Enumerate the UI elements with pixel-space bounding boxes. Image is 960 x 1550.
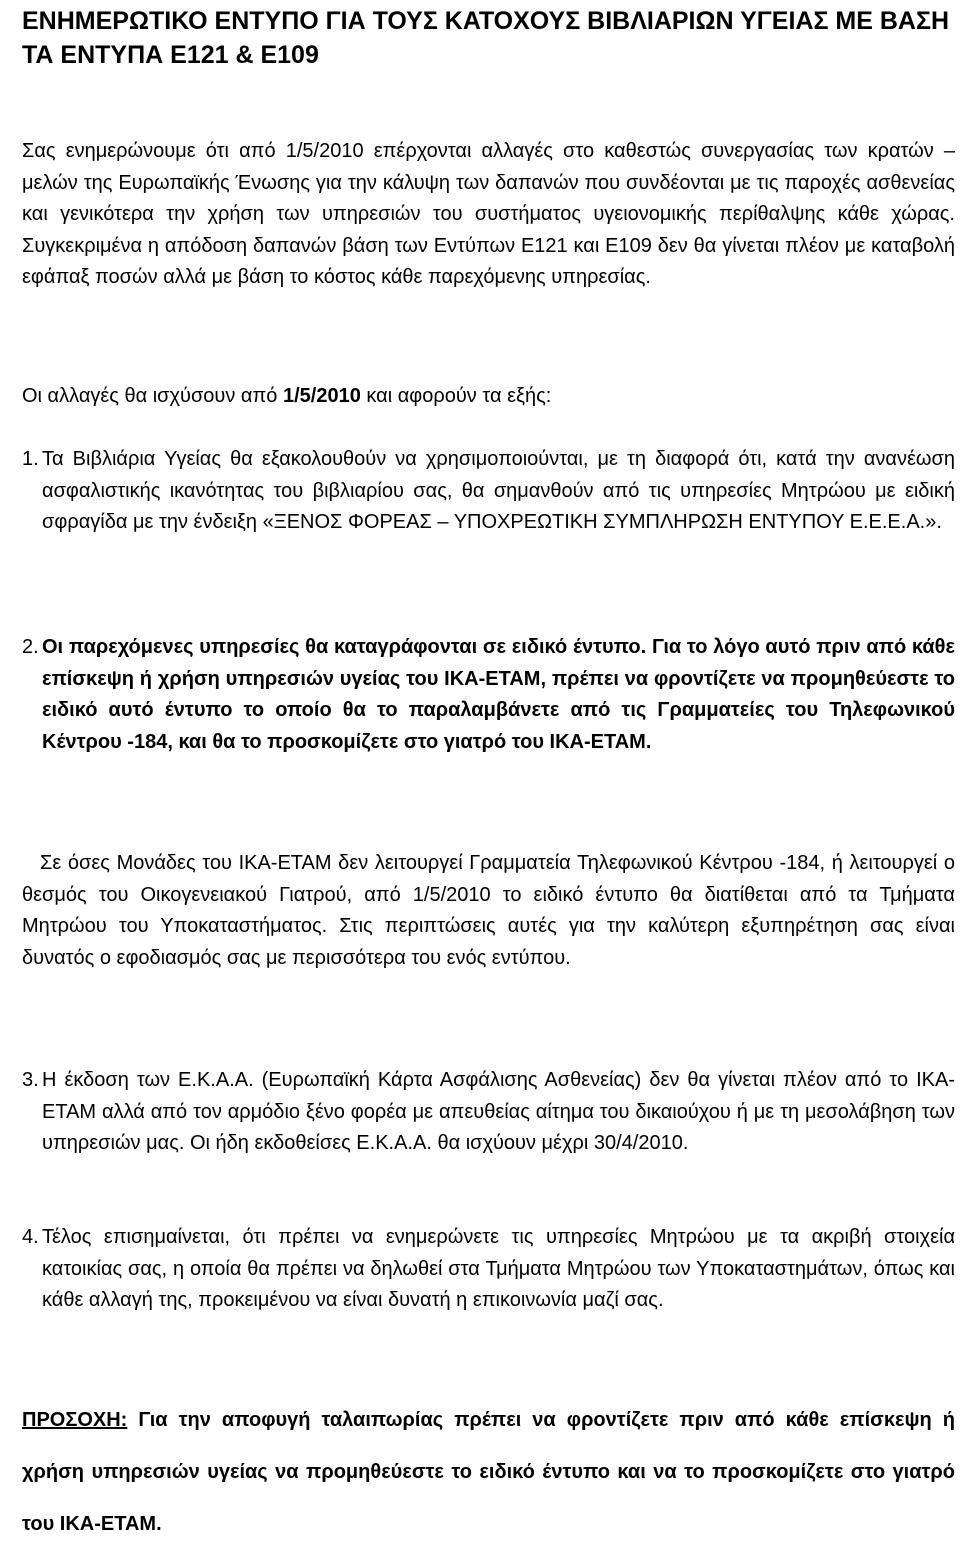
changes-line-after: και αφορούν τα εξής:	[360, 385, 552, 407]
changes-line-before: Οι αλλαγές θα ισχύσουν από	[22, 385, 283, 407]
document-title: ΕΝΗΜΕΡΩΤΙΚΟ ΕΝΤΥΠΟ ΓΙΑ ΤΟΥΣ ΚΑΤΟΧΟΥΣ ΒΙΒΛΙΑΡΙΩΝ ΥΓΕΙΑΣ ΜΕ ΒΑΣΗ ΤΑ ΕΝΤΥΠΑ Ε121 & Ε109	[22, 7, 950, 69]
item-2-note: Σε όσες Μονάδες του ΙΚΑ-ΕΤΑΜ δεν λειτουργεί Γραμματεία Τηλεφωνικού Κέντρου -184, ή λειτουργεί ο θεσμός του Οικογενειακού Γιατρού, από 1/5/2010 το ειδικό έντυπο θα διατίθεται από τα Τμήματα Μητρώου του Υποκαταστήματος. Στις περιπτώσεις αυτές για την καλύτερη εξυπηρέτηση σας είναι δυνατός ο εφοδιασμός σας με περισσότερα του ενός εντύπου.	[22, 852, 955, 969]
item-3-number: 3.	[22, 1069, 39, 1091]
item-1-text: Τα Βιβλιάρια Υγείας θα εξακολουθούν να χρησιμοποιούνται, με τη διαφορά ότι, κατά την ανανέωση ασφαλιστικής ικανότητας του βιβλιαρίου σας, θα σημανθούν από τις υπηρεσίες Μητρώου με ειδική σφραγίδα με την ένδειξη «ΞΕΝΟΣ ΦΟΡΕΑΣ – ΥΠΟΧΡΕΩΤΙΚΗ ΣΥΜΠΛΗΡΩΣΗ ΕΝΤΥΠΟΥ Ε.Ε.Ε.Α.».	[42, 448, 955, 533]
item-4-number: 4.	[22, 1226, 39, 1248]
warning-paragraph	[22, 1394, 955, 1550]
item-2-number: 2.	[22, 636, 39, 658]
item-2-text: Οι παρεχόμενες υπηρεσίες θα καταγράφονται σε ειδικό έντυπο. Για το λόγο αυτό πριν από κάθε επίσκεψη ή χρήση υπηρεσιών υγείας του ΙΚΑ-ΕΤΑΜ, πρέπει να φροντίζετε να προμηθεύεστε το ειδικό αυτό έντυπο το οποίο θα το παραλαμβάνετε από τις Γραμματείες του Τηλεφωνικού Κέντρου -184, και θα το προσκομίζετε στο γιατρό του ΙΚΑ-ΕΤΑΜ.	[42, 636, 955, 753]
changes-line	[22, 381, 955, 413]
changes-line-date: 1/5/2010	[282, 385, 361, 407]
intro-paragraph: Σας ενημερώνουμε ότι από 1/5/2010 επέρχονται αλλαγές στο καθεστώς συνεργασίας των κρατών – μελών της Ευρωπαϊκής Ένωσης για την κάλυψη των δαπανών που συνδέονται με τις παροχές ασθενείας και γενικότερα την χρήση των υπηρεσιών του συστήματος υγειονομικής περίθαλψης κάθε χώρας. Συγκεκριμένα η απόδοση δαπανών βάση των Εντύπων Ε121 και Ε109 δεν θα γίνεται πλέον με καταβολή εφάπαξ ποσών αλλά με βάση το κόστος κάθε παρεχόμενης υπηρεσίας.	[22, 140, 955, 288]
item-4-text: Τέλος επισημαίνεται, ότι πρέπει να ενημερώνετε τις υπηρεσίες Μητρώου με τα ακριβή στοιχεία κατοικίας σας, η οποία θα πρέπει να δηλωθεί στα Τμήματα Μητρώου των Υποκαταστημάτων, όπως και κάθε αλλαγή της, προκειμένου να είναι δυνατή η επικοινωνία μαζί σας.	[42, 1226, 955, 1311]
warning-text: Για την αποφυγή ταλαιπωρίας πρέπει να φροντίζετε πριν από κάθε επίσκεψη ή χρήση υπηρεσιών υγείας να προμηθεύεστε το ειδικό έντυπο και να το προσκομίζετε στο γιατρό του ΙΚΑ-ΕΤΑΜ.	[22, 1409, 955, 1535]
item-3-text: Η έκδοση των Ε.Κ.Α.Α. (Ευρωπαϊκή Κάρτα Ασφάλισης Ασθενείας) δεν θα γίνεται πλέον από το ΙΚΑ-ΕΤΑΜ αλλά από τον αρμόδιο ξένο φορέα με απευθείας αίτημα του δικαιούχου ή με τη μεσολάβηση των υπηρεσιών μας. Οι ήδη εκδοθείσες Ε.Κ.Α.Α. θα ισχύουν μέχρι 30/4/2010.	[42, 1069, 955, 1154]
warning-label: ΠΡΟΣΟΧΗ:	[22, 1409, 128, 1431]
item-1-number: 1.	[22, 448, 39, 470]
